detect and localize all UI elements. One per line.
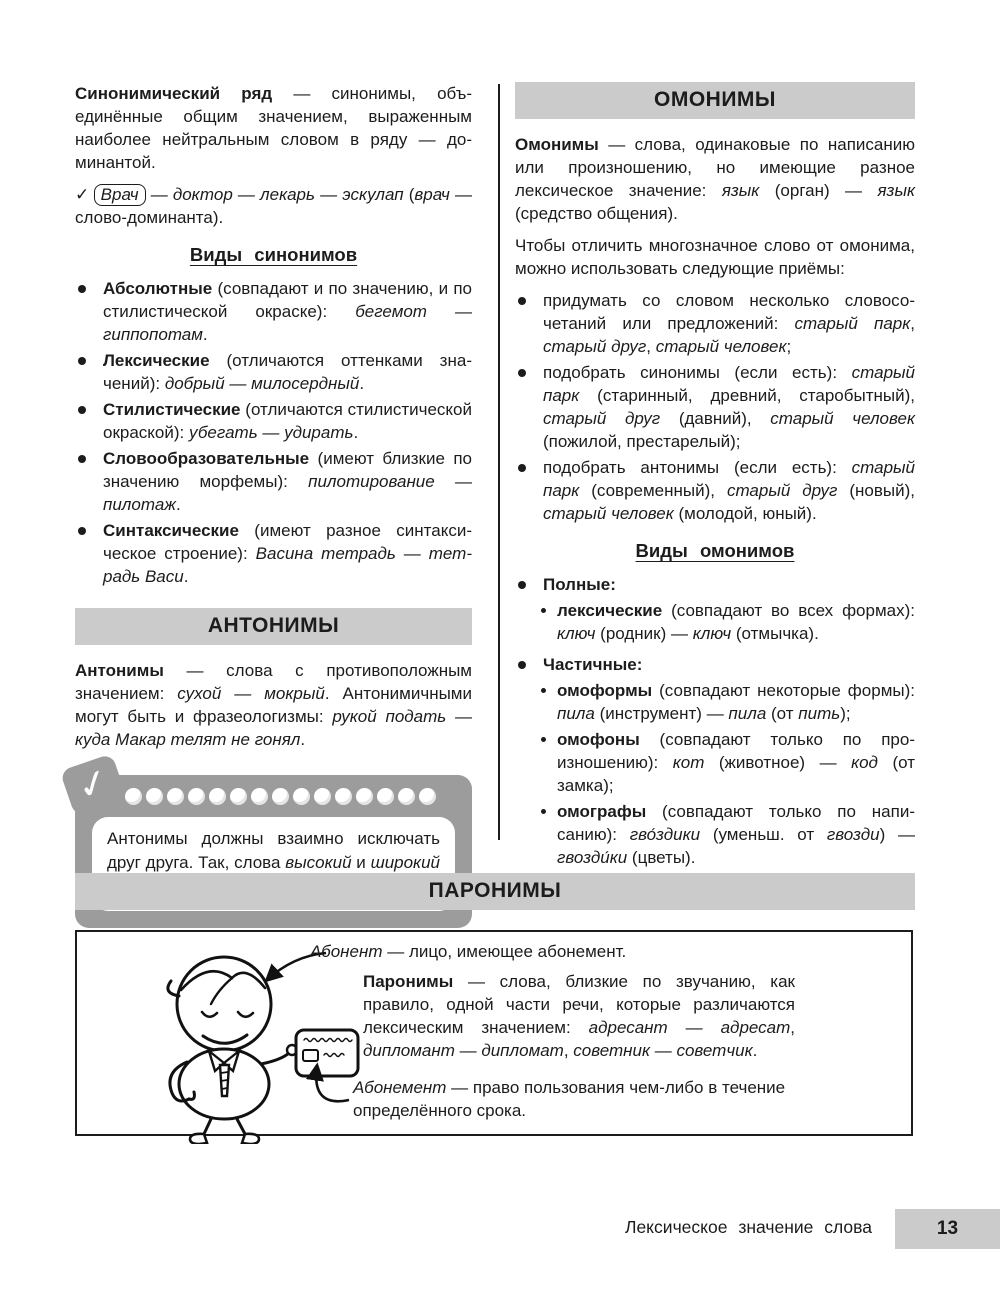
sub-list-item-text: омографы (совпадают только по написанию): гво́здики (уменьш. от гвозди) — гвозди́ки (цветы). (557, 802, 915, 867)
list-item (75, 349, 472, 395)
binder-dot-icon (398, 788, 415, 805)
bullet-icon (78, 527, 86, 535)
check-icon: ✓ (75, 185, 90, 204)
list-item (515, 653, 915, 676)
binder-dot-icon (293, 788, 310, 805)
sub-bullet-icon (541, 688, 546, 693)
homonyms-tips-intro: Чтобы отличить многозначное слово от омонима, можно использовать следующие приёмы: (515, 236, 915, 278)
page-number-badge (895, 1209, 1000, 1249)
synonym-example-text: Врач — доктор — лекарь — эскулап (врач — слово-доминанта). (75, 185, 472, 227)
list-item (75, 277, 472, 346)
note-text: Антонимы должны взаимно исключать друг друга. Так, слова высокий и широкий (92, 817, 455, 911)
list-item-text: подобрать синонимы (если есть): старый парк (старинный, древний, старобытный), старый друг (давний), старый человек (пожилой, престарелый); (543, 363, 915, 451)
binder-dot-icon (125, 788, 142, 805)
page-number: 13 (936, 1218, 959, 1239)
bullet-icon (518, 661, 526, 669)
homonym-kinds-list (515, 573, 915, 869)
left-column (71, 82, 472, 928)
list-item (515, 361, 915, 453)
bullet-icon (518, 297, 526, 305)
synonym-row-definition: Синонимический ряд — синонимы, объединённые общим значением, выраженным наиболее нейтральным словом в ряду — доминантой. (75, 84, 472, 172)
binder-dot-icon (272, 788, 289, 805)
list-item-text: Полные: (543, 575, 616, 594)
binder-dot-icon (167, 788, 184, 805)
list-item-text: Лексические (отличаются оттенками значений): добрый — милосердный. (103, 351, 472, 393)
abonent-definition: Абонент — лицо, имеющее абонемент. (310, 942, 627, 961)
antonyms-definition: Антонимы — слова с противоположным значением: сухой — мокрый. Антонимичными могут быть и фразеологизмы: рукой подать — куда Макар телят не гонял. (75, 661, 472, 749)
binder-dots (125, 788, 436, 805)
sub-list-item (541, 679, 915, 725)
sub-list-item-text: лексические (совпадают во всех формах): ключ (родник) — ключ (отмычка). (557, 601, 915, 643)
check-icon: ✓ (71, 759, 116, 811)
sub-bullet-icon (541, 608, 546, 613)
list-item-text: Абсолютные (совпадают и по значению, и по стилистической окраске): бегемот — гиппопотам. (103, 279, 472, 344)
synonym-kinds-list (75, 277, 472, 588)
homonyms-section-header: ОМОНИМЫ (515, 82, 915, 119)
bullet-icon (518, 369, 526, 377)
list-item (75, 398, 472, 444)
sub-list-item (541, 728, 915, 797)
bullet-icon (518, 581, 526, 589)
bullet-icon (518, 464, 526, 472)
paronyms-definition: Паронимы — слова, близкие по звучанию, как правило, одной части речи, которые различаются лексическим значением: адресант — адресат, дипломант — дипломат, советник — советчик. (363, 972, 796, 1060)
binder-dot-icon (230, 788, 247, 805)
list-item-text: придумать со словом несколько словосочетаний или предложений: старый парк, старый друг, старый человек; (543, 291, 915, 356)
binder-dot-icon (188, 788, 205, 805)
homonyms-tips-list (515, 289, 915, 525)
sub-bullet-icon (541, 737, 546, 742)
bullet-icon (78, 455, 86, 463)
synonym-example (75, 183, 472, 229)
right-column (515, 82, 915, 928)
list-item-text: Словообразовательные (имеют близкие по значению морфемы): пилотирование — пилотаж. (103, 449, 472, 514)
paronyms-section-header: ПАРОНИМЫ (75, 873, 915, 910)
footer-section-title: Лексическое значение слова (624, 1217, 872, 1237)
binder-dot-icon (209, 788, 226, 805)
list-item-text: Синтаксические (имеют разное синтаксическое строение): Васина тетрадь — тетрадь Васи. (103, 521, 472, 586)
person-with-ticket-illustration (132, 942, 364, 1144)
list-item (75, 519, 472, 588)
sub-list-item-text: омофоны (совпадают только по произношению): кот (животное) — код (от замка); (557, 730, 915, 795)
list-item (515, 289, 915, 358)
binder-dot-icon (314, 788, 331, 805)
abonement-definition: Абонемент — право пользования чем-либо в течение определённого срока. (353, 1078, 786, 1120)
bullet-icon (78, 406, 86, 414)
list-item (75, 447, 472, 516)
binder-dot-icon (335, 788, 352, 805)
list-item (515, 456, 915, 525)
two-column-layout (71, 82, 915, 928)
binder-dot-icon (146, 788, 163, 805)
binder-dot-icon (377, 788, 394, 805)
bullet-icon (78, 285, 86, 293)
list-item-text: Стилистические (отличаются стилистической окраской): убегать — удирать. (103, 400, 472, 442)
note-badge (60, 753, 128, 816)
binder-dot-icon (419, 788, 436, 805)
bullet-icon (78, 357, 86, 365)
sub-list-item-text: омоформы (совпадают некоторые формы): пила (инструмент) — пила (от пить); (557, 681, 915, 723)
list-item (515, 573, 915, 596)
sub-list-item (541, 599, 915, 645)
antonyms-section-header: АНТОНИМЫ (75, 608, 472, 645)
homonym-kinds-heading: Виды омонимов (635, 540, 795, 561)
binder-dot-icon (251, 788, 268, 805)
paronyms-box (75, 930, 913, 1136)
homonyms-definition: Омонимы — слова, одинаковые по написанию или произношению, но имеющие разное лексическое значение: язык (орган) — язык (средство общения). (515, 135, 915, 223)
synonym-kinds-heading: Виды синонимов (189, 244, 358, 265)
binder-dot-icon (356, 788, 373, 805)
list-item-text: Частичные: (543, 655, 643, 674)
list-item-text: подобрать антонимы (если есть): старый парк (современный), старый друг (новый), старый человек (молодой, юный). (543, 458, 915, 523)
column-divider (498, 84, 500, 840)
sub-list-item (541, 800, 915, 869)
sub-bullet-icon (541, 809, 546, 814)
